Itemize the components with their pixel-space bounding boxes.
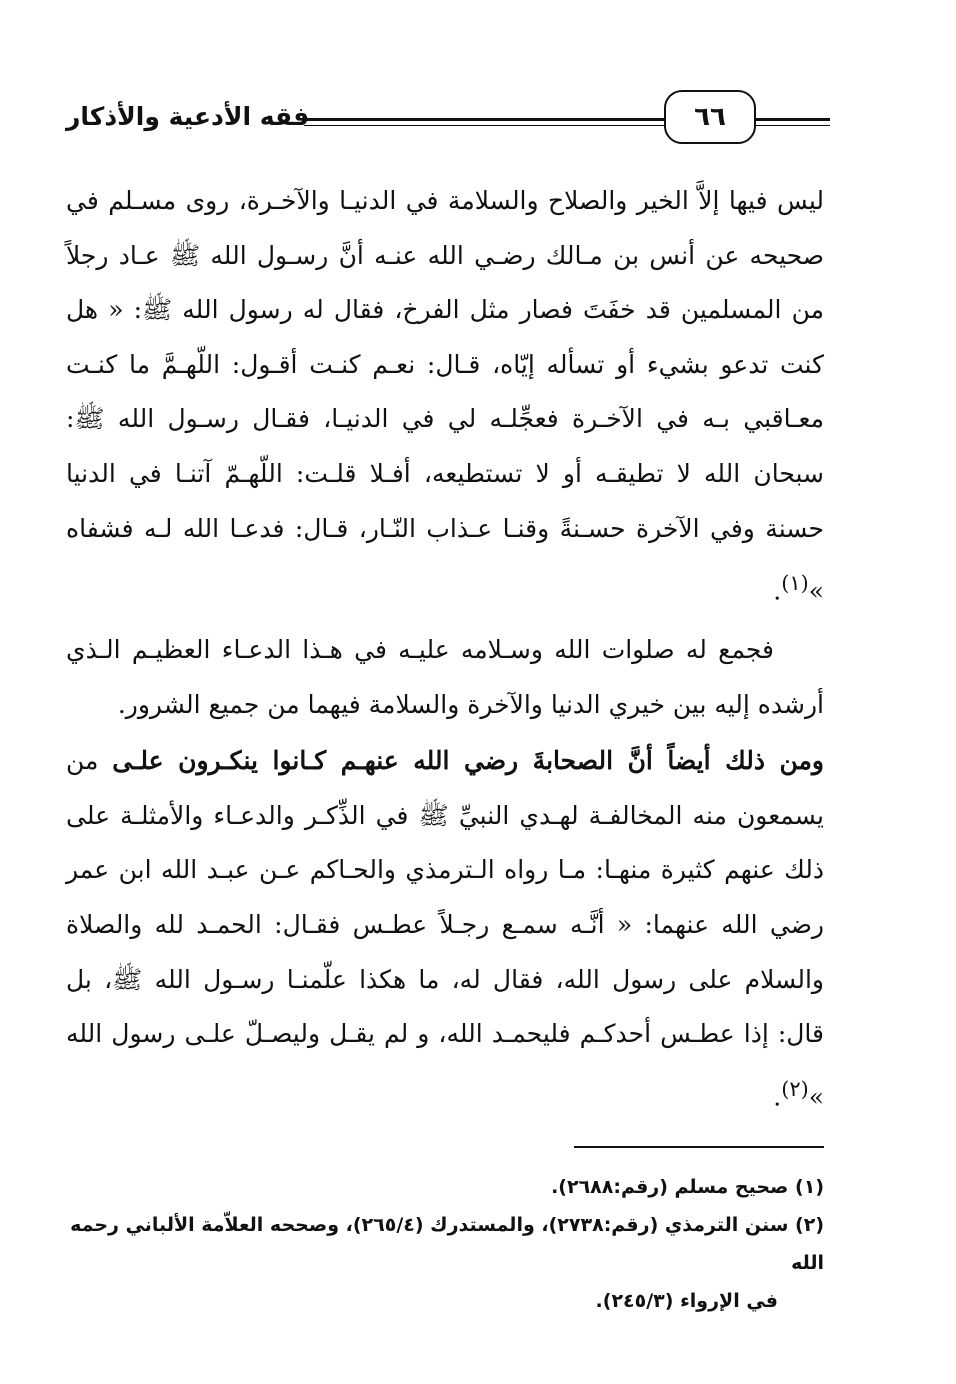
page-number: ٦٦ [664, 90, 756, 144]
book-title: فقه الأدعية والأذكار [66, 102, 310, 131]
page-header [66, 88, 830, 148]
footnote-ref-1: (١) [781, 571, 809, 596]
footnote-ref-2: (٢) [781, 1076, 809, 1101]
header-rule-right [756, 118, 830, 126]
paragraph-3: ومن ذلك أيضاً أنَّ الصحابةَ رضي الله عنهـم كـانوا ينكـرون علـى من يسمعون منه المخالفـة لهـدي النبيِّ ﷺ في الذِّكـر والدعـاء والأمثلـة على ذلك عنهم كثيرة منهـا: مـا رواه الـترمذي والحـاكم عـن عبـد الله ابن عمر رضي الله عنهما: « أنَّـه سمـع رجـلاً عطـس فقـال: الحمـد لله والصلاة والسلام على رسول الله، فقال له، ما هكذا علّمنـا رسـول الله ﷺ، بل قال: إذا عطـس أحدكـم فليحمـد الله، و لم يقـل وليصـلّ علـى رسول الله »$^{(٢)}$. [66, 746, 825, 1112]
paragraph-1: ليس فيها إلاَّ الخير والصلاح والسلامة في الدنيـا والآخـرة، روى مسـلم في صحيحه عن أنس بن مـالك رضـي الله عنـه أنَّ رسـول الله ﷺ عـاد رجلاً من المسلمين قد خفَتَ فصار مثل الفرخ، فقال له رسول الله ﷺ: « هل كنت تدعو بشيء أو تسأله إيّاه، قـال: نعـم كنـت أقـول: اللّهـمَّ ما كنـت معـاقبي بـه في الآخـرة فعجِّلـه لي في الدنيـا، فقـال رسـول الله ﷺ: سبحان الله لا تطيقـه أو لا تستطيعه، أفـلا قلـت: اللّهـمّ آتنـا في الدنيا حسنة وفي الآخرة حسـنةً وقنـا عـذاب النّـار، قـال: فدعـا الله لـه فشفاه »$^{(١)}$. [66, 186, 824, 606]
paragraph-3-lead: ومن ذلك أيضاً أنَّ الصحابةَ رضي الله عنهـم كـانوا ينكـرون علـى [112, 746, 825, 776]
page-body [66, 174, 824, 1125]
paragraph-3-text: من يسمعون منه المخالفـة لهـدي النبيِّ ﷺ في الذِّكـر والدعـاء والأمثلـة على ذلك عنهم كثيرة منهـا: مـا رواه الـترمذي والحـاكم عـن عبـد الله ابن عمر رضي الله عنهما: « أنَّـه سمـع رجـلاً عطـس فقـال: الحمـد لله والصلاة والسلام على رسول الله، فقال له، ما هكذا علّمنـا رسـول الله ﷺ، بل قال: إذا عطـس أحدكـم فليحمـد الله، و لم يقـل وليصـلّ علـى رسول الله » [66, 746, 824, 1112]
footnote-2: (٢) سنن الترمذي (رقم:٢٧٣٨)، والمستدرك (٢٦٥/٤)، وصححه العلاّمة الألباني رحمه الله [70, 1214, 824, 1274]
footnotes [52, 1168, 824, 1320]
footnote-divider [574, 1146, 824, 1148]
header-rule-left [304, 118, 666, 126]
paragraph-2: فجمع له صلوات الله وسـلامه عليـه في هـذا الدعـاء العظيـم الـذي أرشده إليه بين خيري الدنيا والآخرة والسلامة فيهما من جميع الشرور. [66, 635, 824, 719]
paragraph-1-text: ليس فيها إلاَّ الخير والصلاح والسلامة في الدنيـا والآخـرة، روى مسـلم في صحيحه عن أنس بن مـالك رضـي الله عنـه أنَّ رسـول الله ﷺ عـاد رجلاً من المسلمين قد خفَتَ فصار مثل الفرخ، فقال له رسول الله ﷺ: « هل كنت تدعو بشيء أو تسأله إيّاه، قـال: نعـم كنـت أقـول: اللّهـمَّ ما كنـت معـاقبي بـه في الآخـرة فعجِّلـه لي في الدنيـا، فقـال رسـول الله ﷺ: سبحان الله لا تطيقـه أو لا تستطيعه، أفـلا قلـت: اللّهـمّ آتنـا في الدنيا حسنة وفي الآخرة حسـنةً وقنـا عـذاب النّـار، قـال: فدعـا الله لـه فشفاه » [66, 186, 824, 606]
footnote-2-continued: في الإرواء (٢٤٥/٣). [595, 1290, 778, 1312]
footnote-1: (١) صحيح مسلم (رقم:٢٦٨٨). [551, 1176, 824, 1198]
